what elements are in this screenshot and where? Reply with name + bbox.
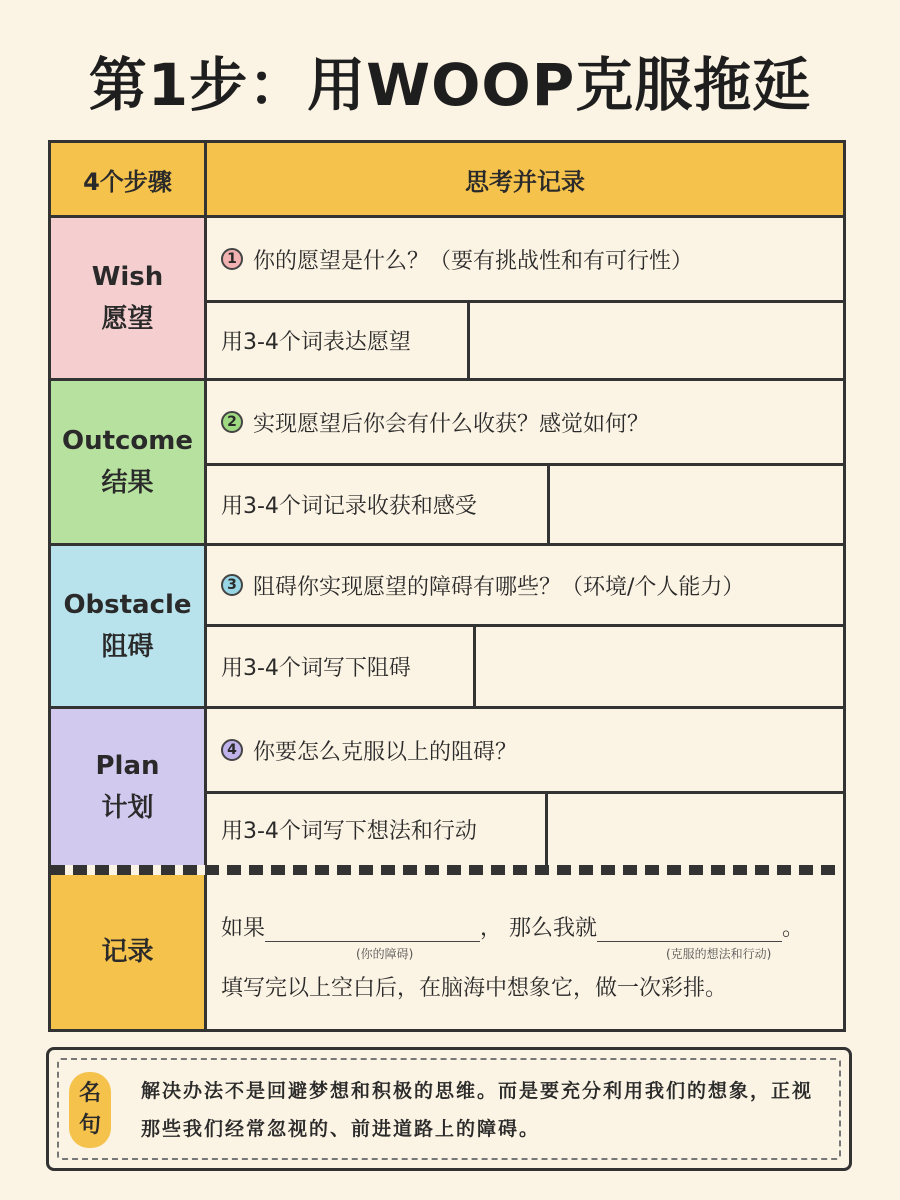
question-text: 你要怎么克服以上的阻碍？ xyxy=(253,739,518,765)
divider xyxy=(467,303,470,378)
step-zh: 结果 xyxy=(101,468,154,498)
step-zh: 阻碍 xyxy=(101,632,154,662)
question-text: 阻碍你实现愿望的障碍有哪些？（环境/个人能力） xyxy=(253,574,745,600)
hint-outcome xyxy=(221,466,477,543)
header-think-record: 思考并记录 xyxy=(207,143,843,215)
step-label-plan xyxy=(51,709,207,865)
period: 。 xyxy=(782,916,805,941)
if-note: (你的障碍) xyxy=(356,947,414,961)
number-badge: 3 xyxy=(221,574,243,596)
record-label-text: 记录 xyxy=(101,937,154,967)
comma: ， xyxy=(480,916,503,941)
quote-text: 解决办法不是回避梦想和积极的思维。而是要充分利用我们的想象，正视那些我们经常忽视的、前进道路上的障碍。 xyxy=(141,1080,814,1140)
step-label-wish xyxy=(51,218,207,378)
page-title: 第1步：用WOOP克服拖延 xyxy=(88,51,812,119)
then-blank[interactable] xyxy=(597,921,782,942)
question-plan xyxy=(221,709,517,791)
step-en: Plan xyxy=(95,751,160,781)
then-note: (克服的想法和行动) xyxy=(666,947,772,961)
instruction-text: 填写完以上空白后，在脑海中想象它，做一次彩排。 xyxy=(221,976,728,1001)
then-text: 那么我就 xyxy=(509,916,598,941)
divider xyxy=(545,794,548,865)
hint-text: 用3-4个词记录收获和感受 xyxy=(221,494,477,519)
if-text: 如果 xyxy=(221,916,266,941)
number-badge: 4 xyxy=(221,739,243,761)
hint-plan xyxy=(221,794,477,865)
question-wish xyxy=(221,218,693,300)
question-outcome xyxy=(221,381,649,463)
divider xyxy=(473,627,476,706)
step-zh: 计划 xyxy=(101,793,154,823)
quote-tag-char: 句 xyxy=(78,1113,101,1138)
step-zh: 愿望 xyxy=(101,304,154,334)
dashed-separator xyxy=(51,865,843,875)
quote-tag-char: 名 xyxy=(78,1081,101,1106)
question-text: 实现愿望后你会有什么收获？感觉如何？ xyxy=(253,411,650,437)
divider xyxy=(547,466,550,543)
hint-text: 用3-4个词表达愿望 xyxy=(221,330,411,355)
hint-wish xyxy=(221,303,411,378)
record-label xyxy=(51,875,207,1029)
header-steps: 4个步骤 xyxy=(51,143,207,215)
if-then-line xyxy=(221,911,804,942)
hint-text: 用3-4个词写下想法和行动 xyxy=(221,819,477,844)
if-blank[interactable] xyxy=(265,921,480,942)
question-text: 你的愿望是什么？（要有挑战性和有可行性） xyxy=(253,248,694,274)
hint-obstacle xyxy=(221,627,411,706)
step-en: Obstacle xyxy=(63,590,192,620)
quote-tag xyxy=(69,1072,111,1148)
woop-table xyxy=(48,140,846,1032)
quote-box xyxy=(46,1047,852,1171)
step-en: Outcome xyxy=(61,426,194,456)
number-badge: 1 xyxy=(221,248,243,270)
hint-text: 用3-4个词写下阻碍 xyxy=(221,656,411,681)
step-en: Wish xyxy=(91,262,164,292)
number-badge: 2 xyxy=(221,411,243,433)
step-label-obstacle xyxy=(51,546,207,706)
question-obstacle xyxy=(221,546,744,624)
step-label-outcome xyxy=(51,381,207,543)
